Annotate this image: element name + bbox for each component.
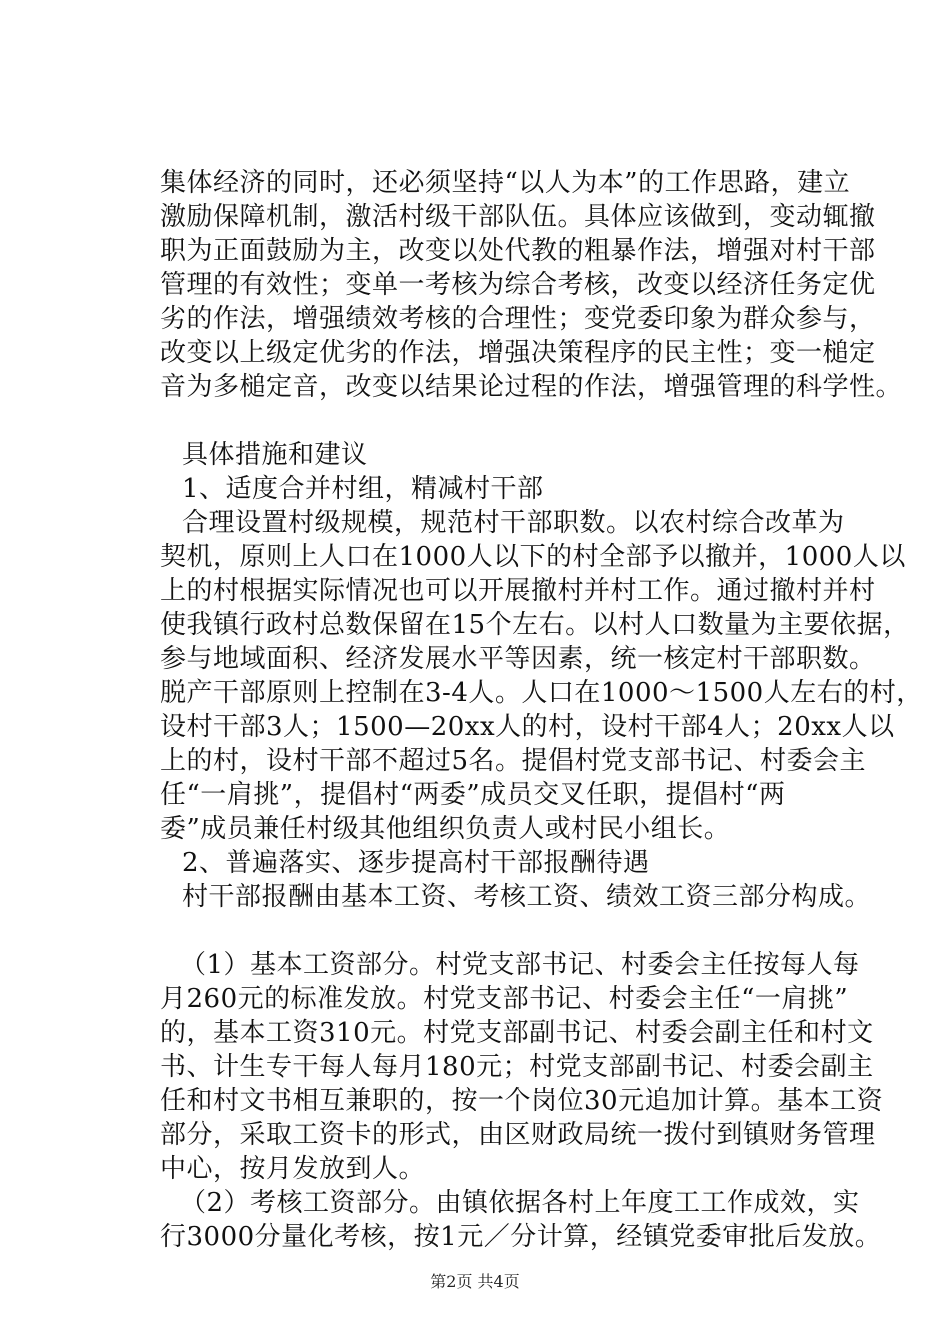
paragraph-line: 任和村文书相互兼职的，按一个岗位30元追加计算。基本工资 <box>160 1086 884 1116</box>
paragraph-line: 上的村，设村干部不超过5名。提倡村党支部书记、村委会主 <box>160 746 867 776</box>
paragraph-line: 改变以上级定优劣的作法，增强决策程序的民主性；变一槌定 <box>160 338 876 368</box>
paragraph-line: 集体经济的同时，还必须坚持“以人为本”的工作思路，建立 <box>160 168 851 198</box>
paragraph-line: 委”成员兼任村级其他组织负责人或村民小组长。 <box>160 814 731 844</box>
paragraph-line: 契机，原则上人口在1000人以下的村全部予以撤并，1000人以 <box>160 542 906 572</box>
paragraph-line: 参与地域面积、经济发展水平等因素，统一核定村干部职数。 <box>160 644 876 674</box>
section-heading-2: 2、普遍落实、逐步提高村干部报酬待遇 <box>182 848 650 878</box>
paragraph-line: 中心，按月发放到人。 <box>160 1154 426 1184</box>
paragraph-line: 音为多槌定音，改变以结果论过程的作法，增强管理的科学性。 <box>160 372 903 402</box>
page-number-footer: 第2页 共4页 <box>430 1272 520 1291</box>
paragraph-line: 激励保障机制，激活村级干部队伍。具体应该做到，变动辄撤 <box>160 202 876 232</box>
paragraph-line: 的，基本工资310元。村党支部副书记、村委会副主任和村文 <box>160 1018 874 1048</box>
paragraph-gap <box>160 914 850 948</box>
paragraph-line: 劣的作法，增强绩效考核的合理性；变党委印象为群众参与， <box>160 304 876 334</box>
document-body <box>160 166 923 1254</box>
section-heading-1: 1、适度合并村组，精减村干部 <box>182 474 544 504</box>
paragraph-line: 合理设置村级规模，规范村干部职数。以农村综合改革为 <box>182 508 845 538</box>
paragraph-line: 月260元的标准发放。村党支部书记、村委会主任“一肩挑” <box>160 984 849 1014</box>
paragraph-line: 部分，采取工资卡的形式，由区财政局统一拨付到镇财务管理 <box>160 1120 876 1150</box>
paragraph-line: 职为正面鼓励为主，改变以处代教的粗暴作法，增强对村干部 <box>160 236 876 266</box>
paragraph-line: （2）考核工资部分。由镇依据各村上年度工工作成效，实 <box>180 1188 860 1218</box>
paragraph-line: 上的村根据实际情况也可以开展撤村并村工作。通过撤村并村 <box>160 576 876 606</box>
paragraph-line: 设村干部3人；1500—20xx人的村，设村干部4人；20xx人以 <box>160 712 895 742</box>
paragraph-line: （1）基本工资部分。村党支部书记、村委会主任按每人每 <box>180 950 860 980</box>
section-heading-measures: 具体措施和建议 <box>182 440 368 470</box>
paragraph-line: 脱产干部原则上控制在3-4人。人口在1000～1500人左右的村， <box>160 678 923 708</box>
paragraph-line: 行3000分量化考核，按1元／分计算，经镇党委审批后发放。 <box>160 1222 882 1252</box>
paragraph-line: 使我镇行政村总数保留在15个左右。以村人口数量为主要依据， <box>160 610 910 640</box>
paragraph-gap <box>160 404 850 438</box>
paragraph-line: 任“一肩挑”，提倡村“两委”成员交叉任职，提倡村“两 <box>160 780 786 810</box>
paragraph-line: 管理的有效性；变单一考核为综合考核，改变以经济任务定优 <box>160 270 876 300</box>
paragraph-line: 书、计生专干每人每月180元；村党支部副书记、村委会副主 <box>160 1052 874 1082</box>
paragraph-line: 村干部报酬由基本工资、考核工资、绩效工资三部分构成。 <box>182 882 872 912</box>
